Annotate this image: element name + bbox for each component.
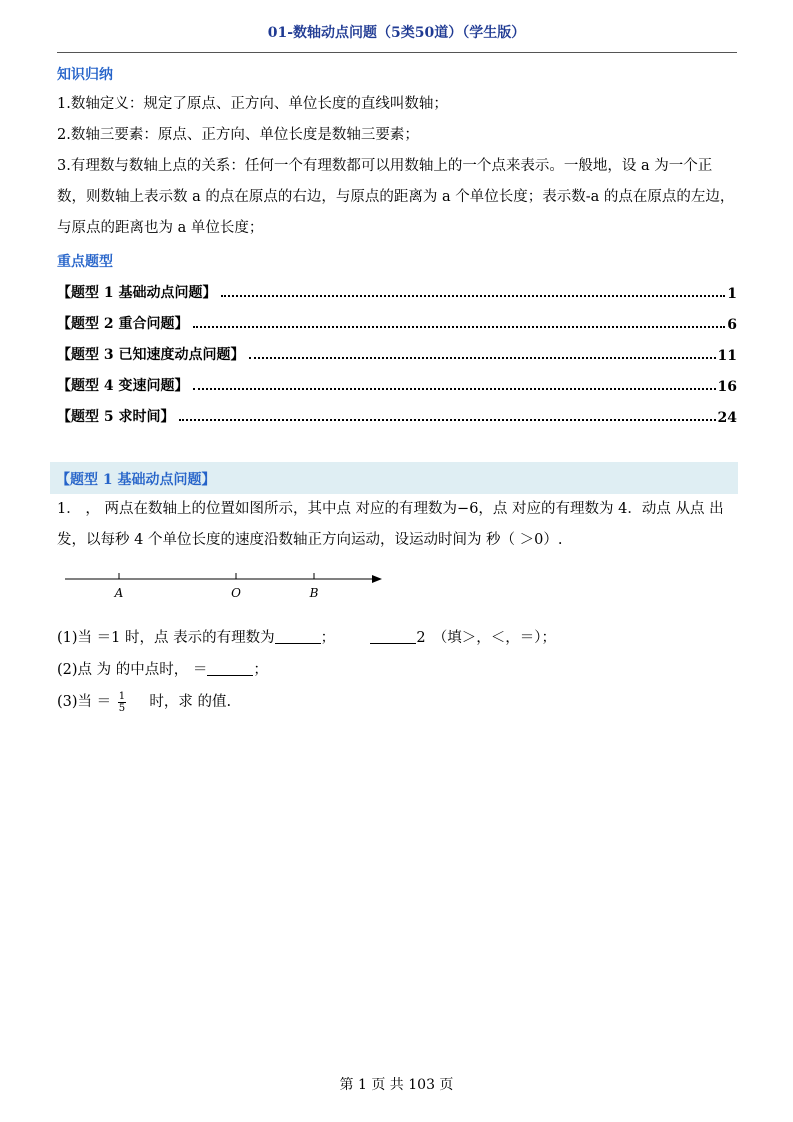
toc-leader-dots bbox=[193, 326, 726, 328]
subquestion-2-text: (2)点 为 的中点时， ＝ bbox=[57, 662, 208, 678]
fraction-denominator: 5 bbox=[118, 702, 126, 714]
answer-blank[interactable] bbox=[370, 629, 416, 644]
toc-row-2[interactable] bbox=[57, 311, 737, 333]
toc-heading: 重点题型 bbox=[57, 254, 113, 270]
toc-page-number: 6 bbox=[727, 317, 737, 333]
section-banner bbox=[50, 462, 738, 494]
subquestion-3-text: (3)当 ＝ bbox=[57, 694, 112, 710]
toc-label: 【题型 4 变速问题】 bbox=[57, 378, 189, 394]
subquestion-3-tail: 时，求 的值. bbox=[149, 694, 232, 710]
subquestion-2-sep: ； bbox=[253, 662, 268, 678]
toc-row-4[interactable] bbox=[57, 373, 737, 395]
toc-row-3[interactable] bbox=[57, 342, 737, 364]
subquestion-1 bbox=[57, 626, 556, 647]
toc-label: 【题型 1 基础动点问题】 bbox=[57, 285, 217, 301]
toc-label: 【题型 5 求时间】 bbox=[57, 409, 175, 425]
toc-leader-dots bbox=[179, 419, 716, 421]
knowledge-item: 2.数轴三要素：原点、正方向、单位长度是数轴三要素； bbox=[57, 127, 419, 143]
answer-blank[interactable] bbox=[207, 661, 253, 676]
subquestion-3 bbox=[57, 690, 231, 714]
fraction bbox=[118, 691, 126, 714]
answer-blank[interactable] bbox=[275, 629, 321, 644]
toc-label: 【题型 2 重合问题】 bbox=[57, 316, 189, 332]
toc-label: 【题型 3 已知速度动点问题】 bbox=[57, 347, 245, 363]
page-header-title: 01-数轴动点问题（5类50道）（学生版） bbox=[267, 25, 526, 41]
knowledge-item: 3.有理数与数轴上点的关系：任何一个有理数都可以用数轴上的一个点来表示。一般地，设 a 为一个正数，则数轴上表示数 a 的点在原点的右边，与原点的距离为 a 个单位长度；表示数-a 的点在原点的左边，与原点的距离也为 a 单位长度； bbox=[57, 158, 735, 236]
knowledge-heading: 知识归纳 bbox=[57, 67, 113, 83]
toc-page-number: 24 bbox=[717, 410, 737, 426]
knowledge-list bbox=[57, 89, 739, 244]
number-line-figure bbox=[60, 565, 390, 605]
toc-leader-dots bbox=[221, 295, 726, 297]
subquestion-1-text: (1)当 ＝1 时，点 表示的有理数为 bbox=[57, 630, 275, 646]
toc-page-number: 16 bbox=[717, 379, 737, 395]
toc-page-number: 1 bbox=[727, 286, 737, 302]
point-label-a: A bbox=[114, 586, 124, 600]
toc-leader-dots bbox=[249, 357, 716, 359]
number-line-arrow-icon bbox=[372, 575, 382, 583]
toc-row-5[interactable] bbox=[57, 404, 737, 426]
toc-leader-dots bbox=[193, 388, 716, 390]
section-title: 【题型 1 基础动点问题】 bbox=[56, 472, 216, 488]
point-label-o: O bbox=[231, 586, 241, 600]
question-stem: 1． ， 两点在数轴上的位置如图所示，其中点 对应的有理数为−6，点 对应的有理数为 4．动点 从点 出发，以每秒 4 个单位长度的速度沿数轴正方向运动，设运动时间为 秒（ ＞0）. bbox=[57, 501, 724, 548]
point-label-b: B bbox=[309, 586, 319, 600]
fraction-numerator: 1 bbox=[118, 690, 126, 702]
header-divider bbox=[57, 52, 737, 53]
knowledge-item: 1.数轴定义：规定了原点、正方向、单位长度的直线叫数轴； bbox=[57, 96, 448, 112]
subquestion-2 bbox=[57, 658, 268, 679]
toc-page-number: 11 bbox=[717, 348, 737, 364]
toc-row-1[interactable] bbox=[57, 280, 737, 302]
page-footer: 第 1 页 共 103 页 bbox=[339, 1077, 454, 1093]
subquestion-1-compare: 2 （填＞，＜，＝）； bbox=[416, 630, 557, 646]
subquestion-1-sep: ； bbox=[320, 630, 336, 646]
